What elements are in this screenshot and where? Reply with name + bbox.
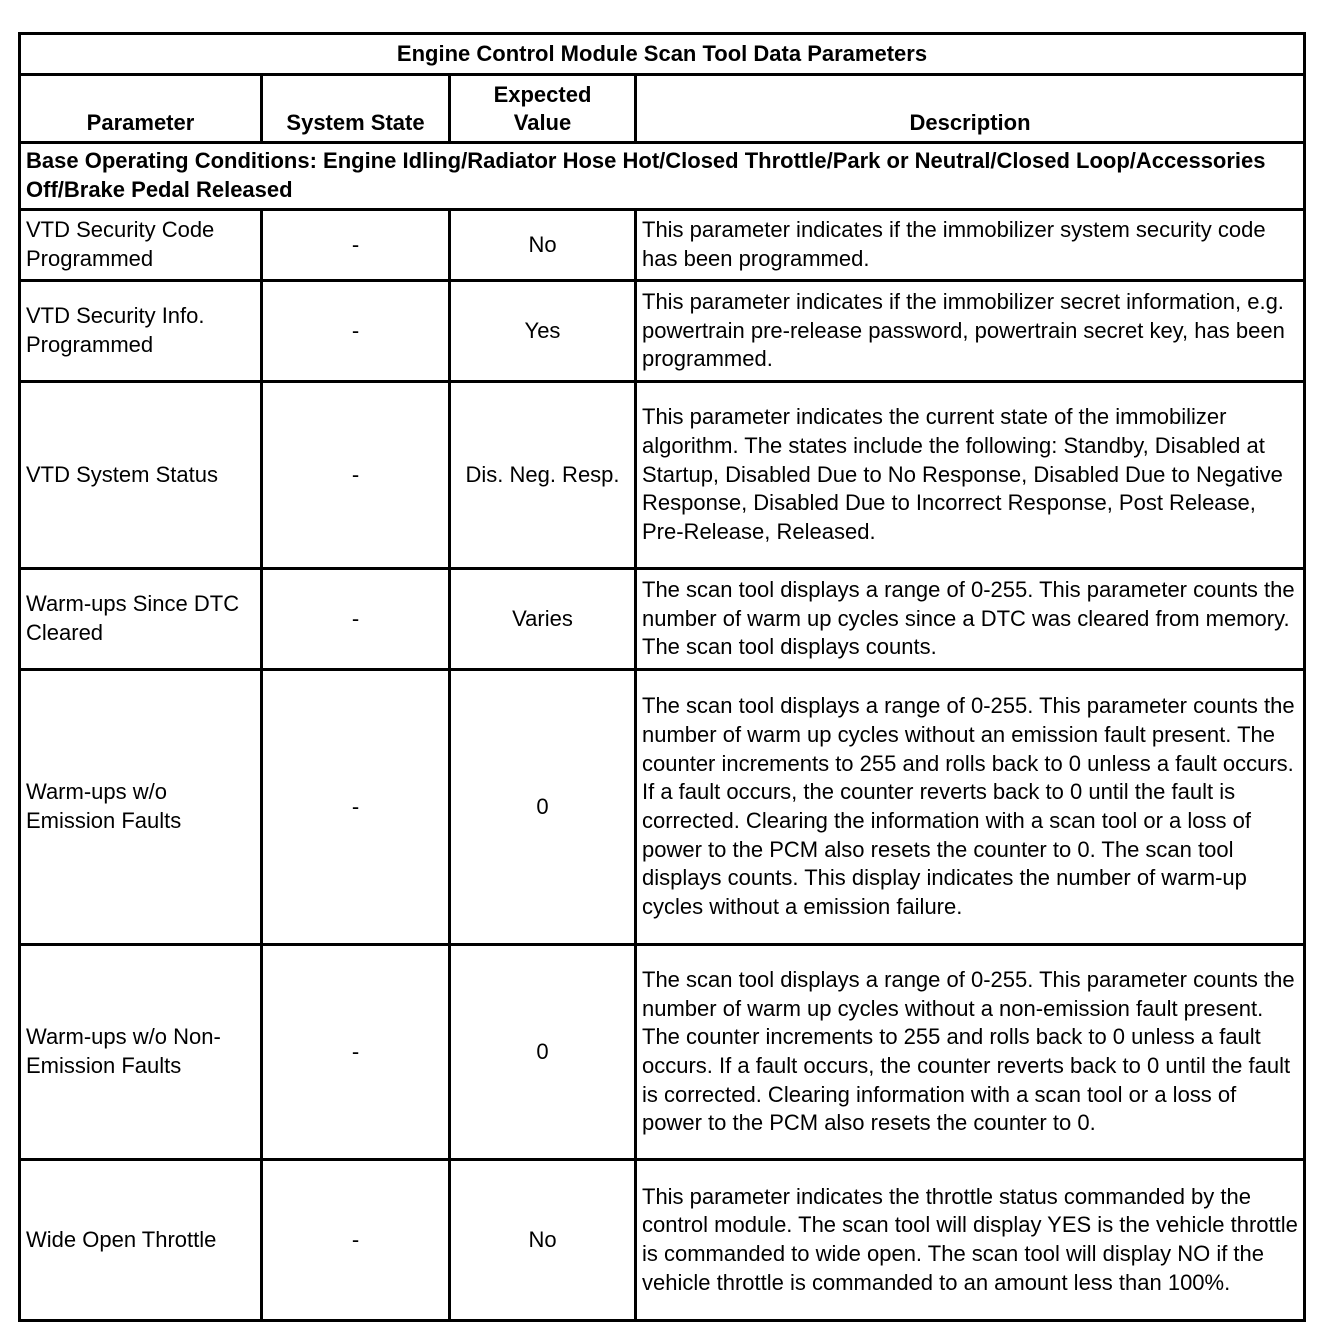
parameter-cell: Warm-ups Since DTC Cleared <box>20 569 262 670</box>
table-row <box>20 210 1305 281</box>
column-header-expected-value <box>450 75 636 143</box>
system-state-cell: - <box>262 945 450 1160</box>
table-row <box>20 281 1305 382</box>
system-state-cell: - <box>262 281 450 382</box>
parameter-cell: Warm-ups w/o Emission Faults <box>20 670 262 945</box>
description-cell: This parameter indicates if the immobilizer secret information, e.g. powertrain pre-release password, powertrain secret key, has been programmed. <box>636 281 1305 382</box>
expected-value-cell: No <box>450 210 636 281</box>
parameter-cell: Warm-ups w/o Non-Emission Faults <box>20 945 262 1160</box>
description-cell: This parameter indicates the current state of the immobilizer algorithm. The states include the following: Standby, Disabled at Startup, Disabled Due to No Response, Disabled Due to Negative Response, Disabled Due to Incorrect Response, Post Release, Pre-Release, Released. <box>636 382 1305 569</box>
expected-value-cell: 0 <box>450 670 636 945</box>
parameter-cell: VTD Security Code Programmed <box>20 210 262 281</box>
column-header-row <box>20 75 1305 143</box>
expected-value-cell: No <box>450 1160 636 1321</box>
description-cell: This parameter indicates the throttle status commanded by the control module. The scan tool will display YES is the vehicle throttle is commanded to wide open. The scan tool will display NO if the vehicle throttle is commanded to an amount less than 100%. <box>636 1160 1305 1321</box>
table-row <box>20 382 1305 569</box>
table-row <box>20 670 1305 945</box>
table-row <box>20 945 1305 1160</box>
system-state-cell: - <box>262 210 450 281</box>
parameter-cell: Wide Open Throttle <box>20 1160 262 1321</box>
table-row <box>20 1160 1305 1321</box>
description-cell: The scan tool displays a range of 0-255. This parameter counts the number of warm up cycles without a non-emission fault present. The counter increments to 255 and rolls back to 0 unless a fault occurs. If a fault occurs, the counter reverts back to 0 until the fault is corrected. Clearing information with a scan tool or a loss of power to the PCM also resets the counter to 0. <box>636 945 1305 1160</box>
base-operating-conditions: Base Operating Conditions: Engine Idling/Radiator Hose Hot/Closed Throttle/Park or Neutral/Closed Loop/Accessories Off/Brake Pedal Released <box>20 143 1305 210</box>
expected-value-cell: Yes <box>450 281 636 382</box>
expected-value-cell: Varies <box>450 569 636 670</box>
system-state-cell: - <box>262 1160 450 1321</box>
system-state-cell: - <box>262 382 450 569</box>
expected-value-cell: Dis. Neg. Resp. <box>450 382 636 569</box>
table-row <box>20 569 1305 670</box>
column-header-parameter: Parameter <box>20 75 262 143</box>
description-cell: The scan tool displays a range of 0-255. This parameter counts the number of warm up cycles since a DTC was cleared from memory. The scan tool displays counts. <box>636 569 1305 670</box>
system-state-cell: - <box>262 569 450 670</box>
parameter-cell: VTD Security Info. Programmed <box>20 281 262 382</box>
section-row <box>20 143 1305 210</box>
description-cell: The scan tool displays a range of 0-255. This parameter counts the number of warm up cycles without an emission fault present. The counter increments to 255 and rolls back to 0 unless a fault occurs. If a fault occurs, the counter reverts back to 0 until the fault is corrected. Clearing the information with a scan tool or a loss of power to the PCM also resets the counter to 0. The scan tool displays counts. This display indicates the number of warm-up cycles without a emission failure. <box>636 670 1305 945</box>
column-header-description: Description <box>636 75 1305 143</box>
scan-tool-data-table <box>18 32 1306 1322</box>
parameter-cell: VTD System Status <box>20 382 262 569</box>
system-state-cell: - <box>262 670 450 945</box>
table-title-row <box>20 34 1305 75</box>
column-header-expected-value-label: Expected Value <box>493 81 592 136</box>
description-cell: This parameter indicates if the immobilizer system security code has been programmed. <box>636 210 1305 281</box>
expected-value-cell: 0 <box>450 945 636 1160</box>
table-title: Engine Control Module Scan Tool Data Parameters <box>20 34 1305 75</box>
column-header-system-state: System State <box>262 75 450 143</box>
